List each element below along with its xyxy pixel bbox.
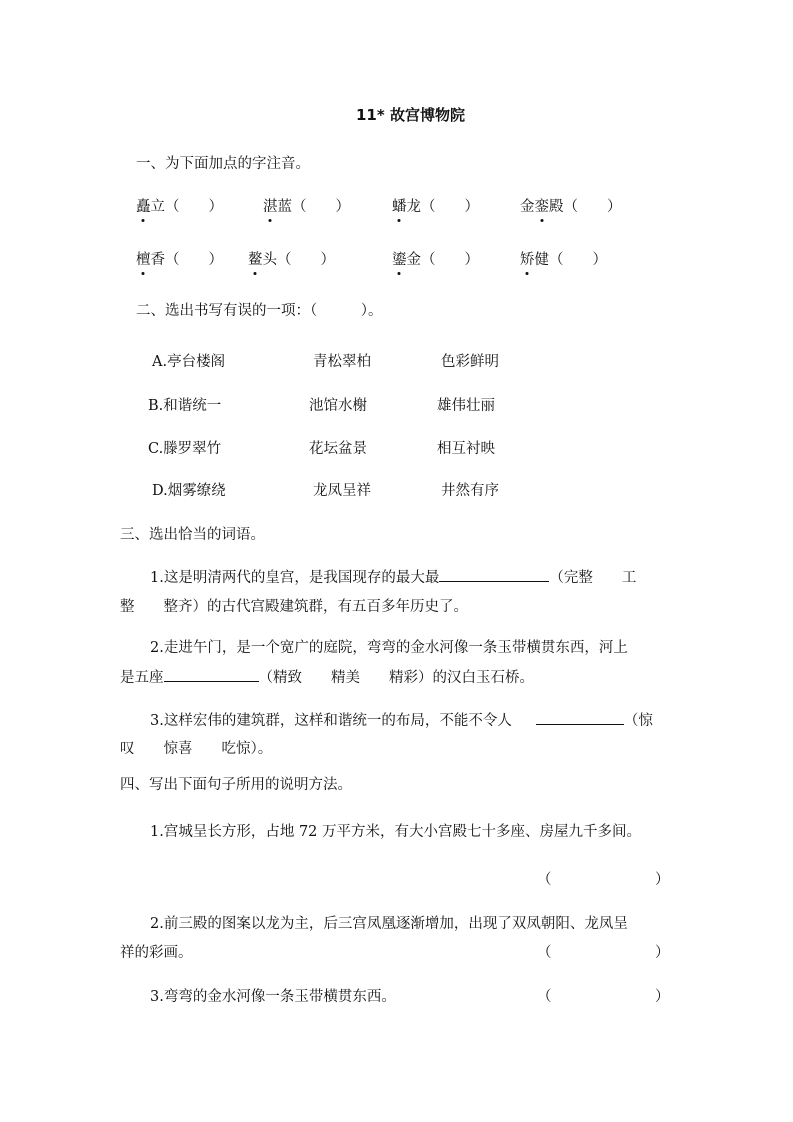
pinyin-item-3: 蟠龙（ ） — [392, 195, 479, 216]
option-c-word-2: 花坛盆景 — [309, 441, 367, 457]
answer-blank[interactable] — [536, 710, 624, 725]
q4-1-answer-open[interactable]: （ — [537, 872, 552, 888]
answer-paren[interactable]: （ ） — [165, 199, 223, 215]
option-a-word-2: 青松翠柏 — [313, 354, 371, 370]
q4-3-answer-close: ） — [655, 989, 670, 1005]
dotted-char: 鎏 — [392, 248, 407, 269]
answer-paren[interactable]: （ ） — [563, 199, 622, 215]
q4-3-answer-open[interactable]: （ — [537, 989, 552, 1005]
pinyin-item-5: 檀香（ ） — [136, 248, 223, 269]
answer-paren[interactable]: （ ） — [421, 199, 479, 215]
option-a-word-3: 色彩鲜明 — [441, 354, 499, 370]
dotted-char: 湛 — [263, 195, 278, 216]
pinyin-item-8: 矫健（ ） — [520, 248, 607, 269]
option-d[interactable]: D.烟雾缭绕 — [152, 483, 226, 499]
q3-3-line1: 3.这样宏伟的建筑群，这样和谐统一的布局，不能不令人 （惊 — [150, 709, 653, 730]
q4-2-answer-open[interactable]: （ — [537, 945, 552, 961]
q3-2-line2: 是五座 （精致 精美 精彩）的汉白玉石桥。 — [120, 666, 534, 687]
option-c-word-3: 相互衬映 — [437, 441, 495, 457]
q3-1-line1: 1.这是明清两代的皇宫，是我国现存的最大最 （完整 工 — [150, 566, 636, 587]
answer-paren[interactable]: （ ） — [165, 252, 223, 268]
q3-3-line2: 叹 惊喜 吃惊）。 — [120, 741, 273, 757]
option-b-word-2: 池馆水榭 — [309, 398, 367, 414]
dotted-char: 檀 — [136, 248, 151, 269]
answer-paren[interactable]: （ ） — [277, 252, 335, 268]
dotted-char: 蟠 — [392, 195, 407, 216]
q4-1-answer-close: ） — [655, 872, 670, 888]
option-d-word-3: 井然有序 — [441, 483, 499, 499]
section3-heading: 三、选出恰当的词语。 — [120, 527, 265, 543]
pinyin-item-6: 鳌头（ ） — [248, 248, 335, 269]
q3-1-line2: 整 整齐）的古代宫殿建筑群，有五百多年历史了。 — [120, 599, 468, 615]
option-a[interactable]: A.亭台楼阁 — [152, 354, 226, 370]
section4-heading: 四、写出下面句子所用的说明方法。 — [120, 777, 352, 793]
dotted-char: 矗 — [136, 195, 151, 216]
answer-paren[interactable]: （ ） — [421, 252, 479, 268]
pinyin-item-1: 矗立（ ） — [136, 195, 223, 216]
q4-1-line1: 1.宫城呈长方形，占地 72 万平方米，有大小宫殿七十多座、房屋九千多间。 — [150, 824, 642, 840]
q4-2-answer-close: ） — [655, 945, 670, 961]
answer-blank[interactable] — [439, 567, 549, 582]
q4-2-line1: 2.前三殿的图案以龙为主，后三宫凤凰逐渐增加，出现了双凤朝阳、龙凤呈 — [150, 916, 628, 932]
dotted-char: 矫 — [520, 248, 535, 269]
option-d-word-2: 龙凤呈祥 — [313, 483, 371, 499]
section1-heading: 一、为下面加点的字注音。 — [136, 156, 310, 172]
pinyin-item-7: 鎏金（ ） — [392, 248, 479, 269]
section2-heading: 二、选出书写有误的一项：（ ）。 — [136, 303, 383, 319]
q4-2-line2: 祥的彩画。 — [120, 945, 193, 961]
q3-2-line1: 2.走进午门，是一个宽广的庭院，弯弯的金水河像一条玉带横贯东西，河上 — [150, 640, 628, 656]
pinyin-item-2: 湛蓝（ ） — [263, 195, 350, 216]
dotted-char: 銮 — [535, 195, 550, 216]
pinyin-item-4: 金銮殿（ ） — [520, 195, 622, 216]
q4-3-line1: 3.弯弯的金水河像一条玉带横贯东西。 — [150, 989, 396, 1005]
page-title: 11* 故宫博物院 — [356, 106, 465, 124]
option-b-word-3: 雄伟壮丽 — [437, 398, 495, 414]
answer-blank[interactable] — [164, 667, 259, 682]
answer-paren[interactable]: （ ） — [292, 199, 350, 215]
option-b[interactable]: B.和谐统一 — [148, 398, 222, 414]
answer-paren[interactable]: （ ） — [549, 252, 607, 268]
dotted-char: 鳌 — [248, 248, 263, 269]
option-c[interactable]: C.滕罗翠竹 — [148, 441, 222, 457]
